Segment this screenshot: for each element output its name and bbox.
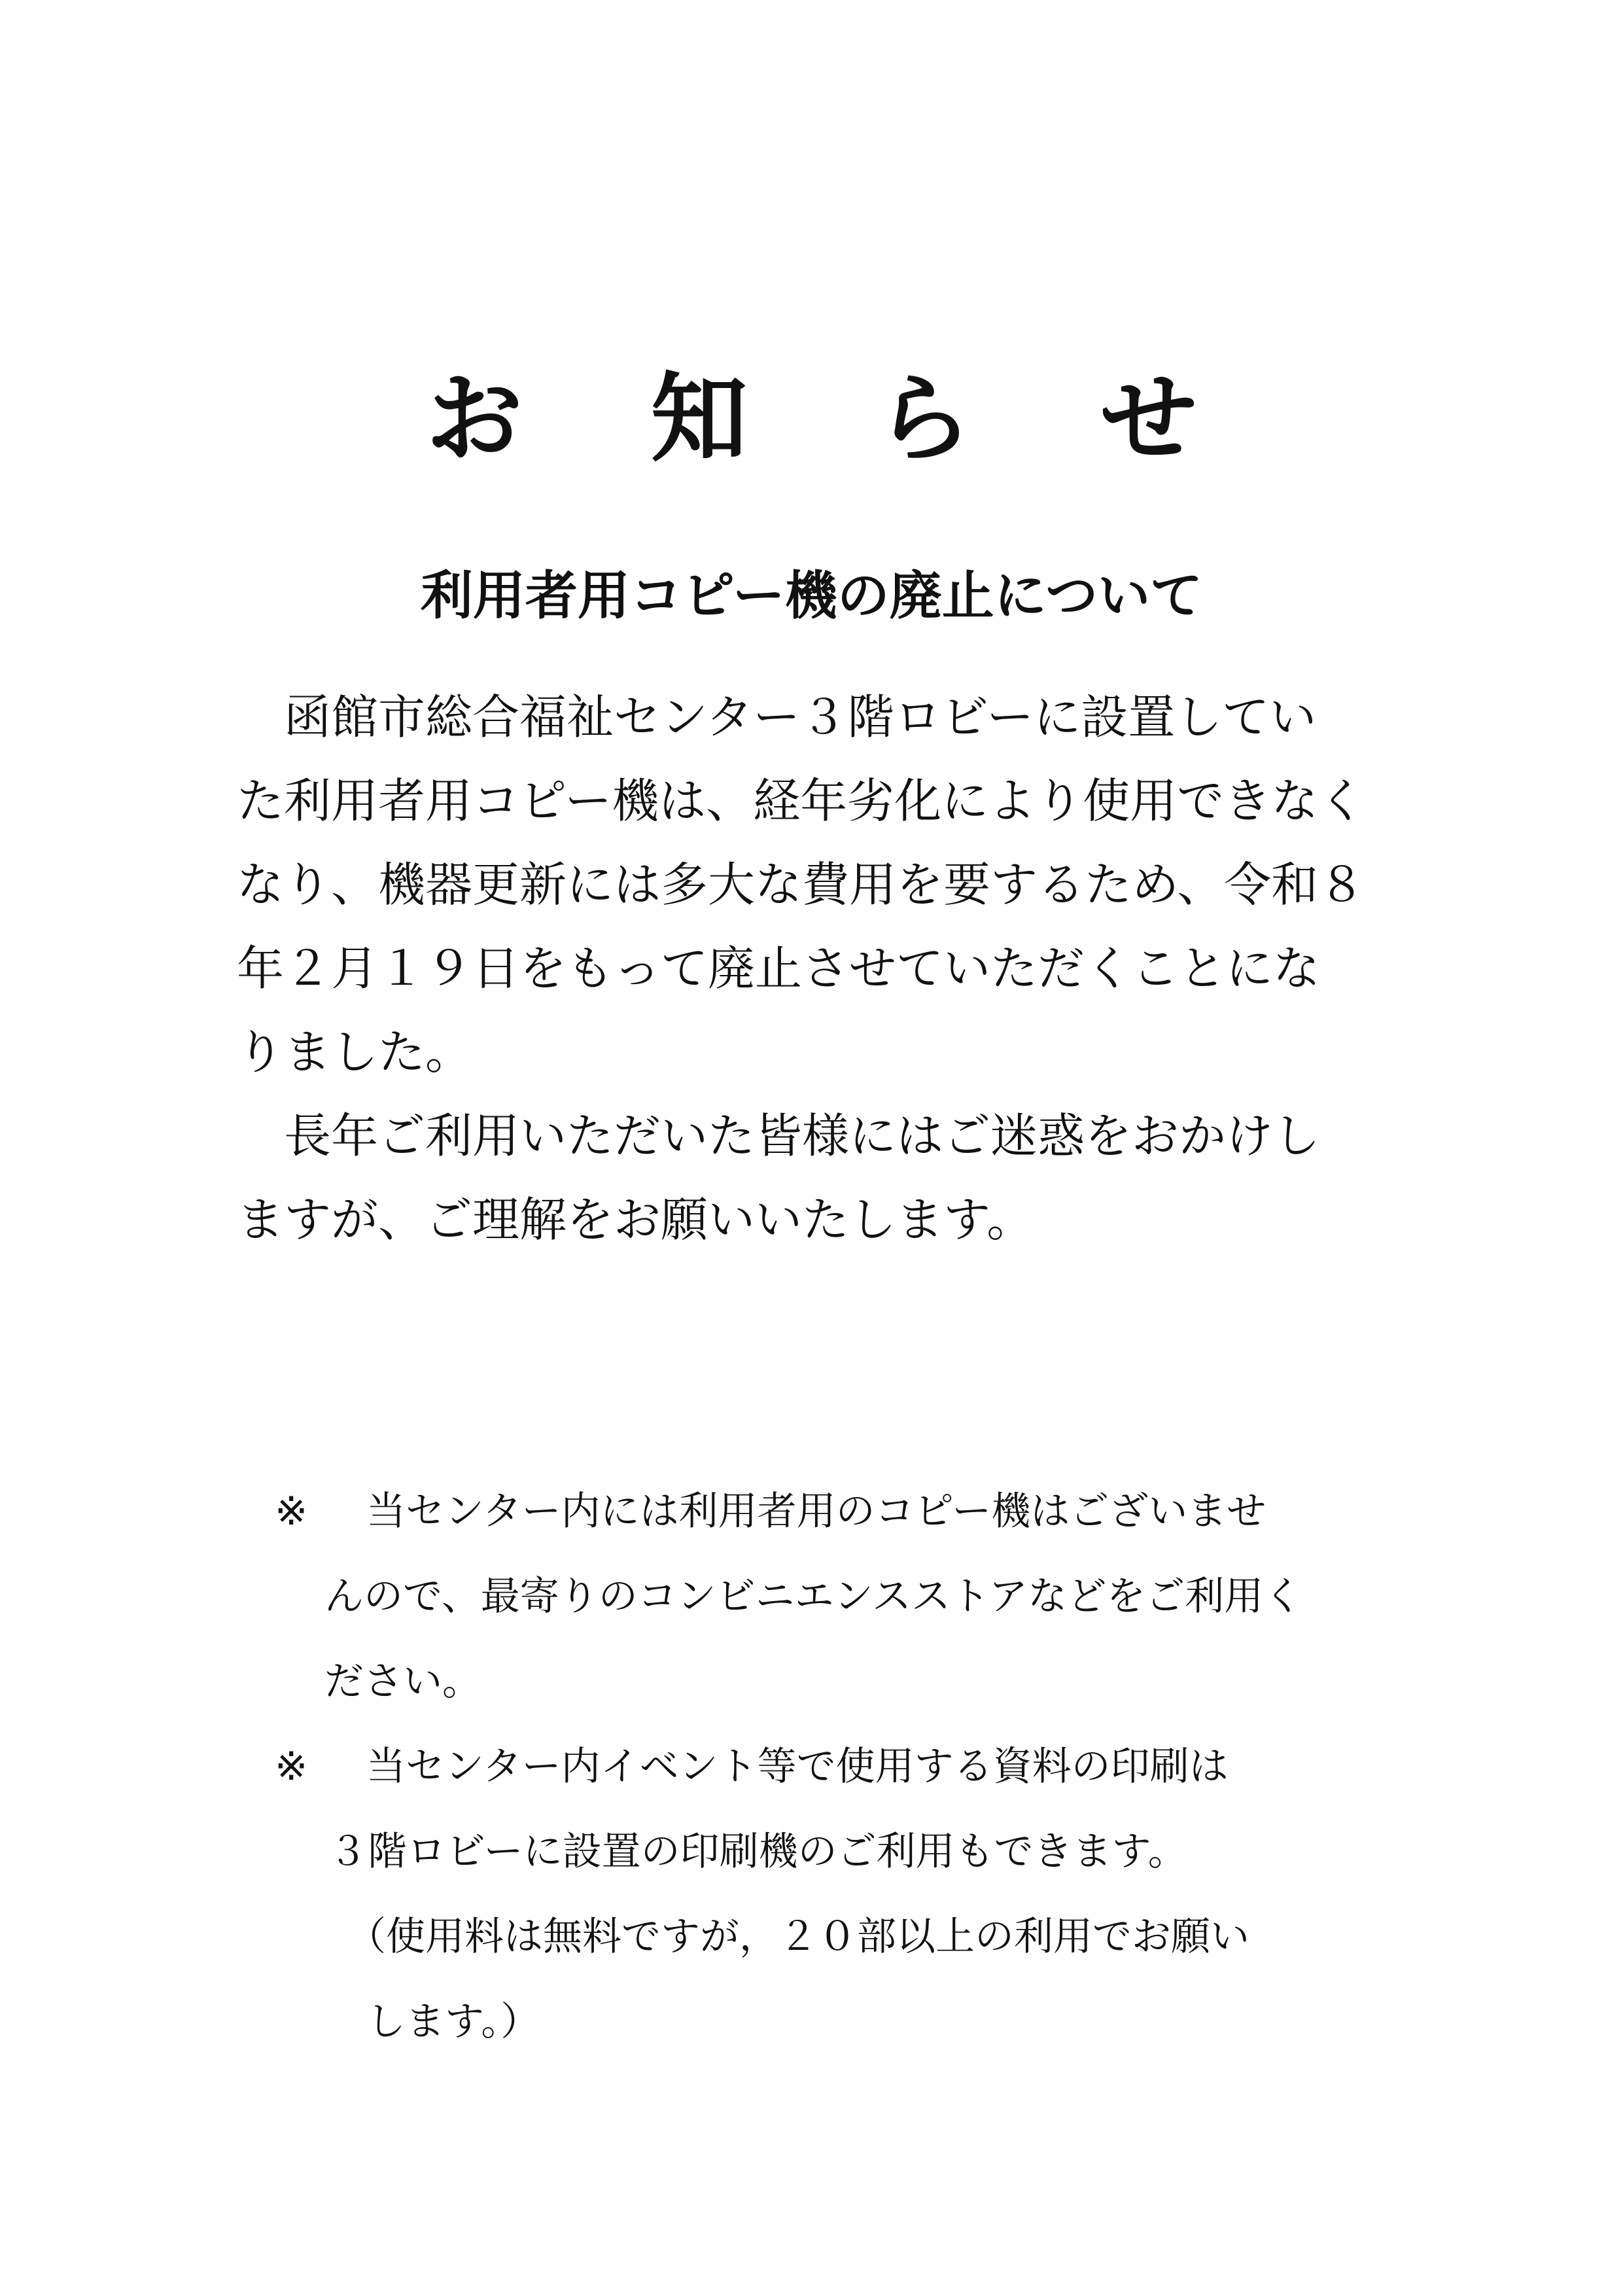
note-text: 当センター内イベント等で使用する資料の印刷は (366, 1744, 1229, 1790)
body-line: 年２月１９日をもって廃止させていただくことにな (237, 941, 1321, 996)
body-line: なり、機器更新には多大な費用を要するため、令和８ (237, 857, 1366, 912)
note-line (275, 1469, 1452, 1554)
note-mark: ※ (275, 1489, 308, 1534)
note-printer-available (275, 1724, 1452, 2064)
notice-title: お 知 ら せ (426, 361, 1244, 476)
body-line: りました。 (237, 1025, 473, 1080)
note-line: ださい。 (324, 1659, 481, 1704)
note-line: （使用料は無料ですが，２０部以上の利用でお願い (347, 1914, 1249, 1960)
body-line: 函館市総合福祉センター３階ロビーに設置してい (237, 690, 1317, 745)
note-text: 当センター内には利用者用のコピー機はございませ (366, 1489, 1266, 1534)
note-copier-unavailable (275, 1469, 1452, 1724)
body-line: 長年ご利用いただいた皆様にはご迷惑をおかけし (237, 1108, 1321, 1163)
note-line: んので、最寄りのコンビニエンスストアなどをご利用く (324, 1574, 1303, 1619)
note-line: します。） (366, 1999, 540, 2045)
note-line (275, 1724, 1452, 1809)
notes-section (275, 1469, 1452, 2064)
note-line: ３階ロビーに設置の印刷機のご利用もできます。 (328, 1829, 1187, 1875)
body-line: た利用者用コピー機は、経年劣化により使用できなく (237, 773, 1366, 828)
note-mark: ※ (275, 1744, 308, 1790)
body-line: ますが、ご理解をお願いいたします。 (237, 1192, 1034, 1247)
notice-body (237, 675, 1414, 1262)
notice-subject: 利用者用コピー機の廃止について (420, 565, 1203, 627)
